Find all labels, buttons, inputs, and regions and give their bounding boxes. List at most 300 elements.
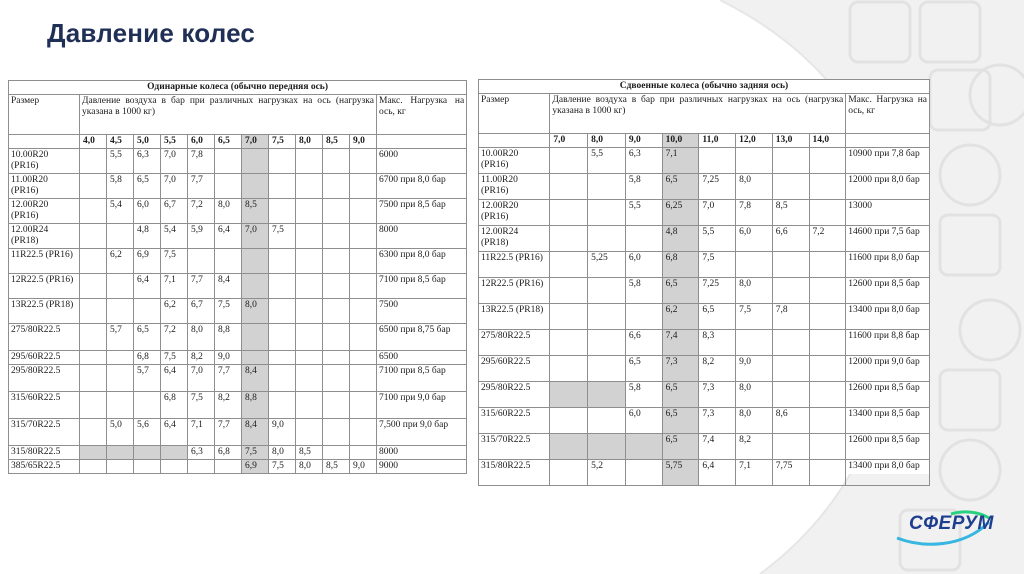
pressure-cell	[323, 324, 350, 351]
pressure-cell	[269, 174, 296, 199]
table-row	[479, 460, 930, 486]
tire-size-cell: 12.00R20 (PR16)	[9, 199, 80, 224]
pressure-cell	[350, 324, 377, 351]
pressure-cell: 6,4	[161, 419, 188, 446]
pressure-cell	[772, 382, 809, 408]
pressure-cell	[323, 365, 350, 392]
table-row	[9, 446, 467, 460]
pressure-cell: 7,5	[269, 460, 296, 474]
pressure-cell	[215, 174, 242, 199]
pressure-cell	[350, 419, 377, 446]
pressure-cell	[550, 356, 588, 382]
max-load-cell: 11600 при 8,8 бар	[846, 330, 930, 356]
max-load-cell: 8000	[377, 446, 467, 460]
pressure-cell: 7,5	[736, 304, 773, 330]
pressure-cell: 6,25	[662, 200, 699, 226]
pressure-cell: 6,2	[662, 304, 699, 330]
pressure-cell: 5,8	[625, 382, 662, 408]
pressure-cell	[107, 299, 134, 324]
tire-size-cell: 315/60R22.5	[479, 408, 550, 434]
pressure-cell	[588, 174, 626, 200]
pressure-cell	[736, 252, 773, 278]
pressure-cell	[80, 249, 107, 274]
tire-size-cell: 12.00R24 (PR18)	[479, 226, 550, 252]
table-row	[9, 365, 467, 392]
pressure-cell	[550, 434, 588, 460]
pressure-cell	[772, 278, 809, 304]
pressure-cell	[242, 249, 269, 274]
pressure-cell	[80, 224, 107, 249]
load-header: 5,5	[161, 135, 188, 149]
pressure-cell	[809, 252, 846, 278]
table-row	[479, 174, 930, 200]
table-row	[479, 148, 930, 174]
pressure-cell: 9,0	[350, 460, 377, 474]
pressure-cell	[550, 330, 588, 356]
pressure-cell: 5,75	[662, 460, 699, 486]
pressure-cell	[269, 149, 296, 174]
pressure-cell: 8,0	[736, 382, 773, 408]
pressure-cell	[350, 274, 377, 299]
pressure-cell: 6,2	[107, 249, 134, 274]
pressure-cell: 6,7	[188, 299, 215, 324]
pressure-cell	[588, 330, 626, 356]
pressure-cell	[550, 148, 588, 174]
pressure-cell: 6,5	[662, 382, 699, 408]
pressure-cell	[809, 356, 846, 382]
pressure-cell	[296, 392, 323, 419]
max-load-column-header: Макс. Нагрузка на ось, кг	[377, 95, 467, 135]
pressure-cell	[772, 356, 809, 382]
pressure-cell: 7,2	[809, 226, 846, 252]
pressure-cell	[134, 299, 161, 324]
pressure-cell: 8,0	[188, 324, 215, 351]
table-row	[479, 278, 930, 304]
pressure-cell	[80, 174, 107, 199]
max-load-cell: 6700 при 8,0 бар	[377, 174, 467, 199]
logo-text: СФЕРУМ	[909, 513, 994, 534]
pressure-cell: 5,7	[107, 324, 134, 351]
pressure-cell: 5,4	[161, 224, 188, 249]
slide-title: Давление колес	[47, 18, 256, 48]
pressure-cell	[269, 351, 296, 365]
table-row	[479, 226, 930, 252]
pressure-cell: 8,4	[242, 365, 269, 392]
pressure-cell	[588, 226, 626, 252]
tire-size-cell: 13R22.5 (PR18)	[479, 304, 550, 330]
single-wheels-table-body	[9, 149, 467, 474]
max-load-cell: 13400 при 8,5 бар	[846, 408, 930, 434]
pressure-cell: 6,4	[134, 274, 161, 299]
size-column-header: Размер	[9, 95, 80, 135]
pressure-cell: 6,5	[662, 434, 699, 460]
pressure-cell	[269, 324, 296, 351]
single-wheels-table	[8, 80, 467, 474]
pressure-cell: 4,8	[134, 224, 161, 249]
max-load-cell: 8000	[377, 224, 467, 249]
table-row	[9, 274, 467, 299]
pressure-cell	[215, 249, 242, 274]
pressure-cell	[550, 252, 588, 278]
tire-size-cell: 11R22.5 (PR16)	[9, 249, 80, 274]
table-caption: Одинарные колеса (обычно передняя ось)	[9, 81, 467, 95]
table-row	[9, 324, 467, 351]
pressure-cell	[323, 392, 350, 419]
pressure-cell: 8,5	[772, 200, 809, 226]
pressure-cell: 6,6	[772, 226, 809, 252]
pressure-cell: 7,0	[242, 224, 269, 249]
tire-size-cell: 295/80R22.5	[9, 365, 80, 392]
pressure-cell	[350, 174, 377, 199]
pressure-cell: 5,0	[107, 419, 134, 446]
pressure-cell	[188, 460, 215, 474]
load-header: 11,0	[699, 134, 736, 148]
pressure-cell	[80, 351, 107, 365]
pressure-cell: 6,9	[134, 249, 161, 274]
pressure-cell: 6,8	[662, 252, 699, 278]
pressure-cell	[107, 351, 134, 365]
pressure-cell	[550, 278, 588, 304]
load-header: 6,0	[188, 135, 215, 149]
table-row	[9, 351, 467, 365]
pressure-cell	[296, 324, 323, 351]
table-row	[9, 224, 467, 249]
pressure-cell: 7,5	[215, 299, 242, 324]
pressure-cell	[588, 304, 626, 330]
table-row	[479, 252, 930, 278]
pressure-cell	[625, 226, 662, 252]
pressure-cell	[323, 274, 350, 299]
pressure-cell	[80, 149, 107, 174]
pressure-cell	[296, 199, 323, 224]
pressure-cell: 8,5	[323, 460, 350, 474]
tire-size-cell: 12.00R20 (PR16)	[479, 200, 550, 226]
pressure-cell: 7,7	[215, 419, 242, 446]
table-row	[479, 382, 930, 408]
pressure-cell	[588, 356, 626, 382]
pressure-cell	[323, 351, 350, 365]
load-header: 14,0	[809, 134, 846, 148]
tire-size-cell: 385/65R22.5	[9, 460, 80, 474]
tire-size-cell: 295/60R22.5	[479, 356, 550, 382]
tire-size-cell: 13R22.5 (PR18)	[9, 299, 80, 324]
table-row	[9, 419, 467, 446]
pressure-cell	[134, 392, 161, 419]
pressure-cell: 8,0	[736, 278, 773, 304]
table-row	[479, 330, 930, 356]
pressure-cell	[350, 149, 377, 174]
pressure-cell: 7,5	[699, 252, 736, 278]
pressure-cell: 7,1	[736, 460, 773, 486]
pressure-cell	[296, 149, 323, 174]
pressure-cell	[350, 299, 377, 324]
max-load-cell: 6500 при 8,75 бар	[377, 324, 467, 351]
load-header: 7,0	[550, 134, 588, 148]
max-load-cell: 7100 при 8,5 бар	[377, 365, 467, 392]
pressure-cell	[242, 274, 269, 299]
pressure-cell: 6,5	[662, 174, 699, 200]
pressure-cell	[550, 460, 588, 486]
pressure-cell: 7,0	[161, 174, 188, 199]
table-caption: Сдвоенные колеса (обычно задняя ось)	[479, 80, 930, 94]
pressure-cell: 7,75	[772, 460, 809, 486]
pressure-cell: 6,5	[134, 324, 161, 351]
pressure-cell: 7,5	[188, 392, 215, 419]
pressure-cell: 7,3	[699, 382, 736, 408]
pressure-cell: 5,25	[588, 252, 626, 278]
pressure-cell: 9,0	[736, 356, 773, 382]
pressure-cell: 6,2	[161, 299, 188, 324]
pressure-cell	[296, 419, 323, 446]
pressure-cell	[550, 174, 588, 200]
table-row	[9, 249, 467, 274]
tire-size-cell: 315/70R22.5	[479, 434, 550, 460]
pressure-cell: 6,5	[134, 174, 161, 199]
pressure-cell: 7,1	[662, 148, 699, 174]
pressure-cell: 8,8	[242, 392, 269, 419]
tire-size-cell: 11R22.5 (PR16)	[479, 252, 550, 278]
pressure-cell	[625, 434, 662, 460]
pressure-cell	[809, 408, 846, 434]
pressure-cell	[809, 330, 846, 356]
pressure-cell	[625, 304, 662, 330]
sferum-logo	[893, 508, 993, 548]
pressure-cell	[350, 365, 377, 392]
max-load-cell: 11600 при 8,0 бар	[846, 252, 930, 278]
pressure-cell	[809, 382, 846, 408]
pressure-cell	[296, 249, 323, 274]
table-row	[9, 174, 467, 199]
pressure-cell	[809, 460, 846, 486]
pressure-cell	[80, 199, 107, 224]
pressure-cell	[161, 446, 188, 460]
pressure-cell: 7,0	[699, 200, 736, 226]
pressure-cell: 7,5	[161, 351, 188, 365]
table-row	[479, 304, 930, 330]
pressure-cell: 8,2	[188, 351, 215, 365]
max-load-cell: 7500	[377, 299, 467, 324]
pressure-cell	[588, 408, 626, 434]
pressure-cell: 8,6	[772, 408, 809, 434]
pressure-cell: 5,5	[625, 200, 662, 226]
max-load-cell: 12000 при 8,0 бар	[846, 174, 930, 200]
pressure-cell: 6,3	[134, 149, 161, 174]
max-load-cell: 13400 при 8,0 бар	[846, 460, 930, 486]
pressure-cell: 7,8	[188, 149, 215, 174]
tire-size-cell: 11.00R20 (PR16)	[479, 174, 550, 200]
table-row	[479, 356, 930, 382]
table-row	[9, 299, 467, 324]
load-header: 8,0	[588, 134, 626, 148]
pressure-cell	[699, 148, 736, 174]
pressure-cell: 8,0	[242, 299, 269, 324]
dual-wheels-table	[478, 79, 930, 486]
max-load-cell: 9000	[377, 460, 467, 474]
pressure-cell	[625, 460, 662, 486]
pressure-cell: 7,25	[699, 278, 736, 304]
table-row	[479, 200, 930, 226]
pressure-cell	[550, 382, 588, 408]
pressure-cell: 6,5	[662, 408, 699, 434]
pressure-cell: 8,0	[736, 408, 773, 434]
load-header: 7,5	[269, 135, 296, 149]
pressure-cell: 6,0	[625, 252, 662, 278]
pressure-cell	[350, 392, 377, 419]
pressure-cell	[588, 434, 626, 460]
tire-size-cell: 12R22.5 (PR16)	[9, 274, 80, 299]
tire-size-cell: 11.00R20 (PR16)	[9, 174, 80, 199]
pressure-cell: 6,3	[188, 446, 215, 460]
tire-size-cell: 315/60R22.5	[9, 392, 80, 419]
table-row	[9, 199, 467, 224]
max-load-cell: 7,500 при 9,0 бар	[377, 419, 467, 446]
table-row	[479, 408, 930, 434]
pressure-cell	[188, 249, 215, 274]
pressure-cell	[215, 149, 242, 174]
load-header: 8,5	[323, 135, 350, 149]
pressure-cell	[107, 446, 134, 460]
pressure-cell: 7,2	[188, 199, 215, 224]
pressure-column-header: Давление воздуха в бар при различных нагрузках на ось (нагрузка указана в 1000 кг)	[80, 95, 377, 135]
tire-size-cell: 315/80R22.5	[9, 446, 80, 460]
pressure-cell: 6,0	[736, 226, 773, 252]
dual-wheels-table-panel	[478, 79, 930, 474]
pressure-cell: 7,8	[736, 200, 773, 226]
pressure-cell: 6,5	[699, 304, 736, 330]
pressure-cell	[323, 446, 350, 460]
pressure-cell	[350, 224, 377, 249]
load-header: 5,0	[134, 135, 161, 149]
pressure-cell	[350, 199, 377, 224]
load-header: 9,0	[350, 135, 377, 149]
load-header: 4,0	[80, 135, 107, 149]
pressure-cell	[80, 299, 107, 324]
pressure-cell	[772, 330, 809, 356]
load-header: 7,0	[242, 135, 269, 149]
max-load-cell: 6000	[377, 149, 467, 174]
pressure-cell	[80, 274, 107, 299]
pressure-cell	[107, 365, 134, 392]
pressure-cell	[323, 199, 350, 224]
max-load-column-header: Макс. Нагрузка на ось, кг	[846, 94, 930, 134]
load-header: 12,0	[736, 134, 773, 148]
pressure-cell	[269, 392, 296, 419]
pressure-cell: 5,9	[188, 224, 215, 249]
tire-size-cell: 295/60R22.5	[9, 351, 80, 365]
pressure-cell: 6,5	[625, 356, 662, 382]
pressure-cell: 5,2	[588, 460, 626, 486]
pressure-cell	[107, 392, 134, 419]
pressure-cell	[809, 148, 846, 174]
pressure-cell	[134, 460, 161, 474]
pressure-cell	[80, 392, 107, 419]
pressure-cell: 8,0	[269, 446, 296, 460]
pressure-cell: 5,5	[699, 226, 736, 252]
load-header-row	[9, 135, 467, 149]
pressure-cell	[323, 299, 350, 324]
pressure-cell: 5,8	[625, 174, 662, 200]
pressure-cell: 5,5	[107, 149, 134, 174]
pressure-cell	[80, 324, 107, 351]
pressure-cell: 8,0	[215, 199, 242, 224]
pressure-cell: 5,5	[588, 148, 626, 174]
pressure-cell: 7,0	[161, 149, 188, 174]
pressure-cell: 6,0	[625, 408, 662, 434]
max-load-cell: 7100 при 9,0 бар	[377, 392, 467, 419]
pressure-cell	[588, 200, 626, 226]
pressure-cell	[134, 446, 161, 460]
table-row	[9, 149, 467, 174]
pressure-cell	[80, 365, 107, 392]
pressure-cell	[550, 200, 588, 226]
pressure-cell	[588, 278, 626, 304]
pressure-cell	[323, 174, 350, 199]
pressure-cell: 7,4	[662, 330, 699, 356]
tire-size-cell: 275/80R22.5	[479, 330, 550, 356]
pressure-cell: 4,8	[662, 226, 699, 252]
pressure-cell: 7,7	[188, 274, 215, 299]
pressure-cell	[269, 299, 296, 324]
max-load-cell: 10900 при 7,8 бар	[846, 148, 930, 174]
pressure-cell: 7,1	[161, 274, 188, 299]
pressure-cell	[772, 174, 809, 200]
pressure-cell	[107, 274, 134, 299]
max-load-cell: 14600 при 7,5 бар	[846, 226, 930, 252]
max-load-cell: 13400 при 8,0 бар	[846, 304, 930, 330]
pressure-cell	[296, 365, 323, 392]
pressure-cell: 8,5	[296, 446, 323, 460]
pressure-cell: 5,4	[107, 199, 134, 224]
pressure-cell	[350, 446, 377, 460]
pressure-cell	[107, 224, 134, 249]
pressure-column-header: Давление воздуха в бар при различных нагрузках на ось (нагрузка указана в 1000 кг)	[550, 94, 846, 134]
pressure-cell: 7,1	[188, 419, 215, 446]
max-load-cell: 12600 при 8,5 бар	[846, 278, 930, 304]
pressure-cell: 8,8	[215, 324, 242, 351]
pressure-cell: 8,4	[215, 274, 242, 299]
pressure-cell: 5,8	[107, 174, 134, 199]
pressure-cell: 8,5	[242, 199, 269, 224]
pressure-cell	[809, 304, 846, 330]
pressure-cell	[323, 419, 350, 446]
table-row	[479, 434, 930, 460]
load-header: 8,0	[296, 135, 323, 149]
pressure-cell	[350, 351, 377, 365]
max-load-cell: 6300 при 8,0 бар	[377, 249, 467, 274]
pressure-cell	[80, 460, 107, 474]
pressure-cell	[269, 365, 296, 392]
tire-size-cell: 10.00R20 (PR16)	[9, 149, 80, 174]
tire-size-cell: 315/70R22.5	[9, 419, 80, 446]
pressure-cell: 6,4	[215, 224, 242, 249]
load-header: 4,5	[107, 135, 134, 149]
pressure-cell: 7,5	[269, 224, 296, 249]
pressure-cell: 8,3	[699, 330, 736, 356]
pressure-cell: 7,7	[188, 174, 215, 199]
pressure-cell	[772, 252, 809, 278]
tire-size-cell: 315/80R22.5	[479, 460, 550, 486]
pressure-cell	[242, 324, 269, 351]
pressure-cell	[809, 200, 846, 226]
max-load-cell: 6500	[377, 351, 467, 365]
pressure-cell: 6,9	[242, 460, 269, 474]
pressure-cell: 5,7	[134, 365, 161, 392]
pressure-cell	[269, 274, 296, 299]
load-header: 6,5	[215, 135, 242, 149]
load-header-row	[479, 134, 930, 148]
pressure-cell: 8,0	[296, 460, 323, 474]
max-load-cell: 7500 при 8,5 бар	[377, 199, 467, 224]
